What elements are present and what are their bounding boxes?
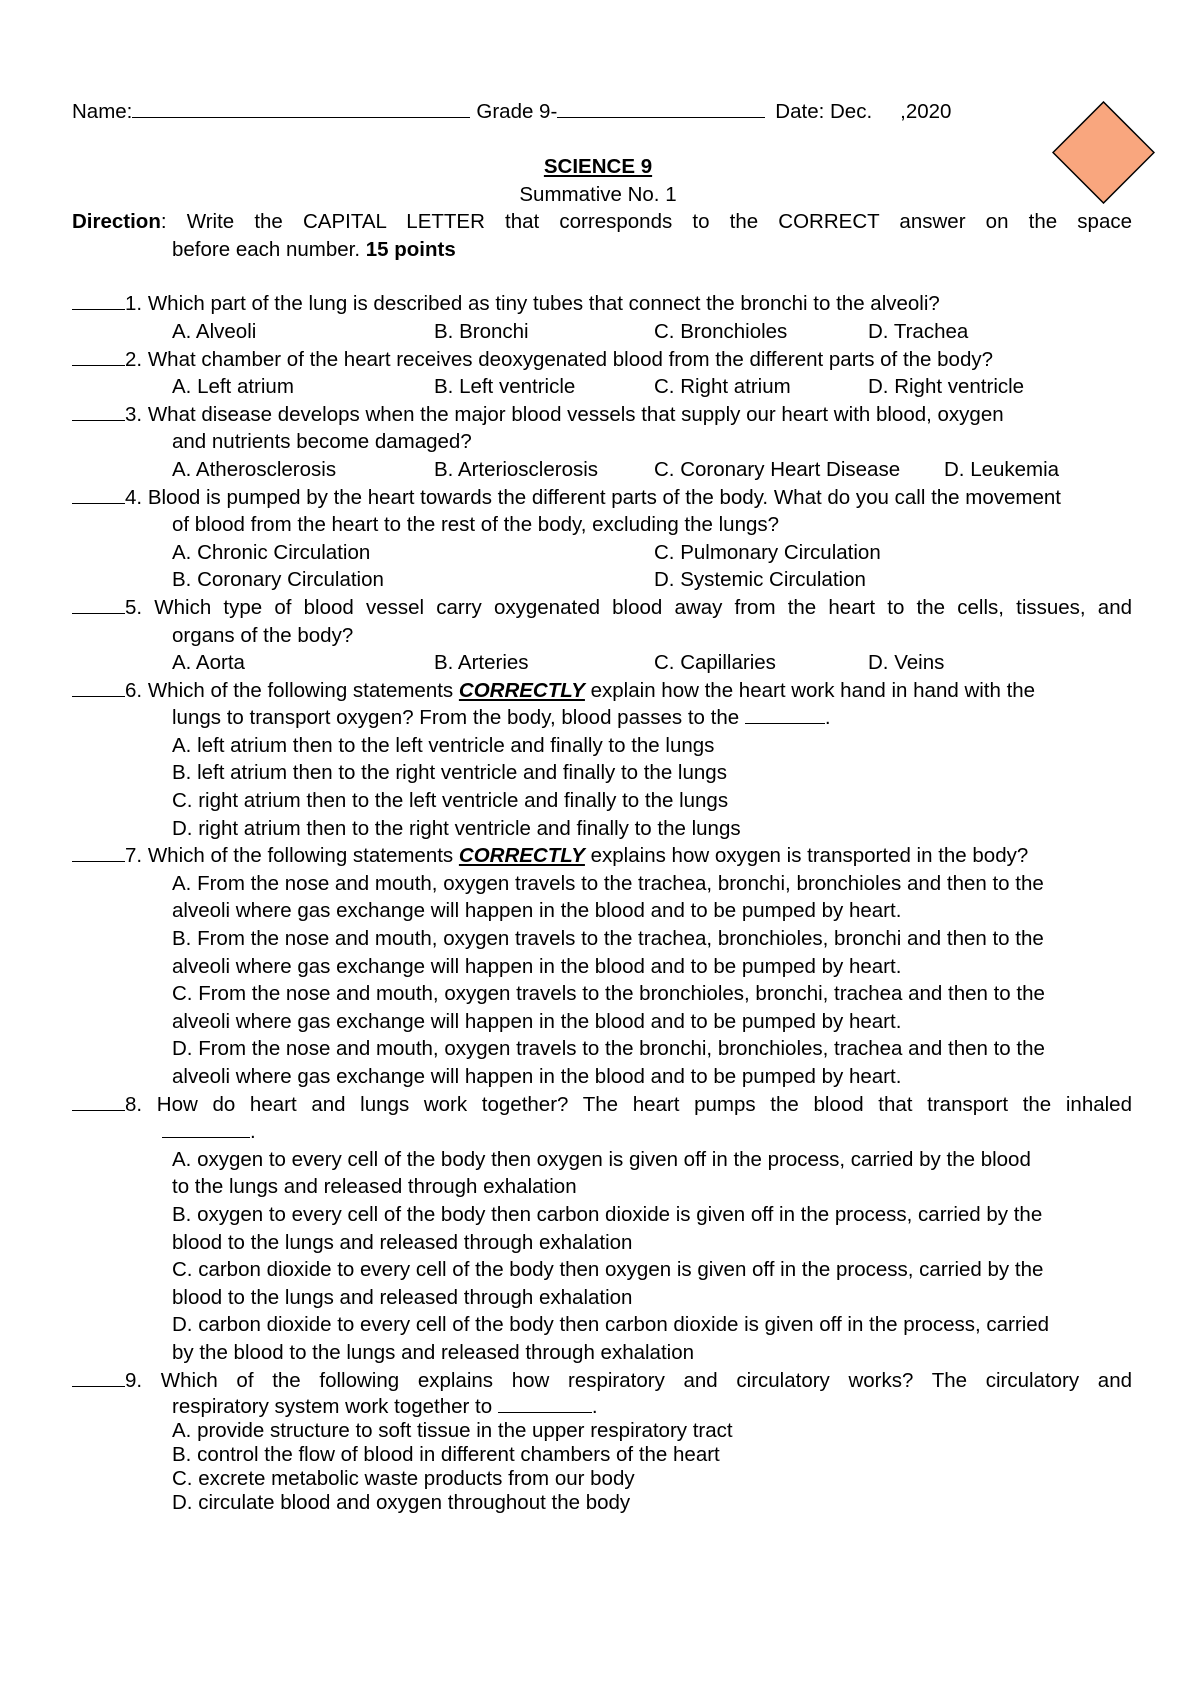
- fill-in-blank[interactable]: [498, 1394, 592, 1413]
- points-label: 15 points: [365, 237, 456, 261]
- question-stem: Which part of the lung is described as tiny tubes that connect the bronchi to the alveoli?: [147, 292, 940, 316]
- option-d: D. Leukemia: [944, 457, 1060, 481]
- answer-blank-3[interactable]: [72, 401, 125, 421]
- question-4: [72, 484, 1132, 594]
- option-c: C. right atrium then to the left ventricle and finally to the lungs: [172, 789, 729, 813]
- question-1: [72, 290, 1132, 345]
- question-stem: Which of the following statements: [147, 678, 459, 702]
- question-stem-cont: of blood from the heart to the rest of the body, excluding the lungs?: [172, 513, 780, 537]
- question-stem-end: .: [591, 1394, 598, 1418]
- question-number: 4.: [125, 485, 143, 509]
- option-c: C. Right atrium: [654, 375, 791, 399]
- option-d: D. From the nose and mouth, oxygen travels to the bronchi, bronchioles, trachea and then to the alveoli where gas exchange will happen in the blood and to be pumped by heart.: [172, 1037, 1045, 1088]
- emphasis-correctly: CORRECTLY: [458, 844, 585, 868]
- option-b: B. From the nose and mouth, oxygen travels to the trachea, bronchioles, bronchi and then to the alveoli where gas exchange will happen in the blood and to be pumped by heart.: [172, 927, 1044, 978]
- answer-blank-2[interactable]: [72, 346, 125, 366]
- answer-blank-7[interactable]: [72, 842, 125, 862]
- direction-text: : Write the CAPITAL LETTER that corresponds to the CORRECT answer on the space: [160, 210, 1132, 234]
- option-d: D. Veins: [868, 651, 945, 675]
- date-label: Date: Dec.: [775, 100, 873, 123]
- question-stem: What chamber of the heart receives deoxygenated blood from the different parts of the body?: [147, 347, 993, 371]
- page-subtitle: Summative No. 1: [519, 182, 677, 206]
- option-a: A. Chronic Circulation: [172, 540, 371, 564]
- question-number: 7.: [125, 844, 143, 868]
- option-d: D. Systemic Circulation: [654, 568, 866, 592]
- option-c: C. Bronchioles: [654, 319, 788, 343]
- option-a: A. Aorta: [172, 651, 245, 675]
- question-stem: What disease develops when the major blood vessels that supply our heart with blood, oxygen: [147, 402, 1004, 426]
- grade-section-field[interactable]: [557, 99, 765, 118]
- direction-label: Direction: [72, 210, 161, 234]
- question-number: 5.: [125, 595, 143, 619]
- question-number: 9.: [125, 1368, 143, 1392]
- option-a: A. Alveoli: [172, 319, 257, 343]
- name-label: Name:: [72, 100, 133, 123]
- option-b: B. Bronchi: [434, 319, 529, 343]
- option-a: A. From the nose and mouth, oxygen travels to the trachea, bronchi, bronchioles and then to the alveoli where gas exchange will happen in the blood and to be pumped by heart.: [172, 871, 1044, 923]
- answer-blank-1[interactable]: [72, 290, 125, 310]
- question-stem: Which type of blood vessel carry oxygenated blood away from the heart to the cells, tissues, and: [154, 595, 1132, 619]
- name-field[interactable]: [132, 99, 470, 118]
- question-stem-cont: organs of the body?: [172, 623, 354, 647]
- option-a: A. left atrium then to the left ventricle and finally to the lungs: [172, 733, 715, 757]
- worksheet: [72, 98, 1132, 1515]
- option-a: A. Atherosclerosis: [172, 457, 337, 481]
- answer-blank-5[interactable]: [72, 594, 125, 614]
- option-d: D. circulate blood and oxygen throughout the body: [172, 1490, 631, 1514]
- option-c: C. carbon dioxide to every cell of the body then oxygen is given off in the process, carried by the blood to the lungs and released through exhalation: [172, 1258, 1044, 1309]
- option-b: B. Left ventricle: [434, 375, 576, 399]
- answer-blank-8[interactable]: [72, 1091, 125, 1111]
- page-title: SCIENCE 9: [543, 155, 653, 178]
- option-d: D. Right ventricle: [868, 375, 1025, 399]
- option-d: D. Trachea: [868, 319, 969, 343]
- question-stem-end: .: [824, 706, 831, 730]
- question-number: 8.: [125, 1092, 143, 1116]
- question-2: [72, 346, 1132, 401]
- question-stem-post: explain how the heart work hand in hand with the: [584, 678, 1036, 702]
- question-5: [72, 594, 1132, 677]
- question-number: 1.: [125, 292, 143, 316]
- question-stem-cont: lungs to transport oxygen? From the body, blood passes to the: [172, 706, 745, 730]
- question-number: 6.: [125, 678, 143, 702]
- option-c: C. excrete metabolic waste products from our body: [172, 1466, 635, 1490]
- question-number: 2.: [125, 347, 143, 371]
- option-c: C. Pulmonary Circulation: [654, 540, 881, 564]
- direction-text-cont: before each number.: [172, 237, 366, 261]
- option-d: D. right atrium then to the right ventricle and finally to the lungs: [172, 816, 741, 840]
- option-d: D. carbon dioxide to every cell of the body then carbon dioxide is given off in the process, carried by the blood to the lungs and released through exhalation: [172, 1313, 1050, 1364]
- question-8: [72, 1091, 1132, 1367]
- question-stem-end: .: [250, 1120, 256, 1144]
- option-b: B. control the flow of blood in different chambers of the heart: [172, 1442, 720, 1466]
- option-b: B. left atrium then to the right ventricle and finally to the lungs: [172, 761, 727, 785]
- answer-blank-6[interactable]: [72, 677, 125, 697]
- answer-blank-9[interactable]: [72, 1367, 125, 1387]
- option-b: B. Arteriosclerosis: [434, 457, 599, 481]
- question-stem: Which of the following statements: [147, 844, 459, 868]
- emphasis-correctly: CORRECTLY: [458, 678, 585, 702]
- option-c: C. Capillaries: [654, 651, 776, 675]
- fill-in-blank[interactable]: [162, 1119, 250, 1138]
- question-stem: Which of the following explains how respiratory and circulatory works? The circulatory and: [160, 1368, 1133, 1392]
- grade-label: Grade 9-: [476, 100, 558, 123]
- option-b: B. oxygen to every cell of the body then carbon dioxide is given off in the process, carried by the blood to the lungs and released through exhalation: [172, 1202, 1043, 1254]
- question-3: [72, 401, 1132, 484]
- date-year: ,2020: [900, 100, 952, 123]
- fill-in-blank[interactable]: [745, 705, 825, 724]
- option-c: C. Coronary Heart Disease: [654, 457, 901, 481]
- option-a: A. provide structure to soft tissue in the upper respiratory tract: [172, 1418, 733, 1442]
- option-b: B. Arteries: [434, 651, 529, 675]
- option-a: A. oxygen to every cell of the body then oxygen is given off in the process, carried by the blood to the lungs and released through exhalation: [172, 1147, 1031, 1199]
- option-b: B. Coronary Circulation: [172, 568, 384, 592]
- header-line: [72, 98, 1132, 126]
- direction: [72, 208, 1132, 263]
- answer-blank-4[interactable]: [72, 484, 125, 504]
- question-stem: Blood is pumped by the heart towards the different parts of the body. What do you call the movement: [147, 485, 1061, 509]
- question-number: 3.: [125, 402, 143, 426]
- option-a: A. Left atrium: [172, 375, 294, 399]
- question-stem: How do heart and lungs work together? The heart pumps the blood that transport the inhaled: [156, 1092, 1132, 1116]
- option-c: C. From the nose and mouth, oxygen travels to the bronchioles, bronchi, trachea and then to the alveoli where gas exchange will happen in the blood and to be pumped by heart.: [172, 982, 1045, 1033]
- question-stem-post: explains how oxygen is transported in the body?: [584, 844, 1029, 868]
- question-6: [72, 677, 1132, 843]
- question-7: [72, 842, 1132, 1090]
- question-stem-cont: respiratory system work together to: [172, 1394, 498, 1418]
- question-stem-cont: and nutrients become damaged?: [172, 430, 472, 454]
- question-9: [72, 1367, 1132, 1515]
